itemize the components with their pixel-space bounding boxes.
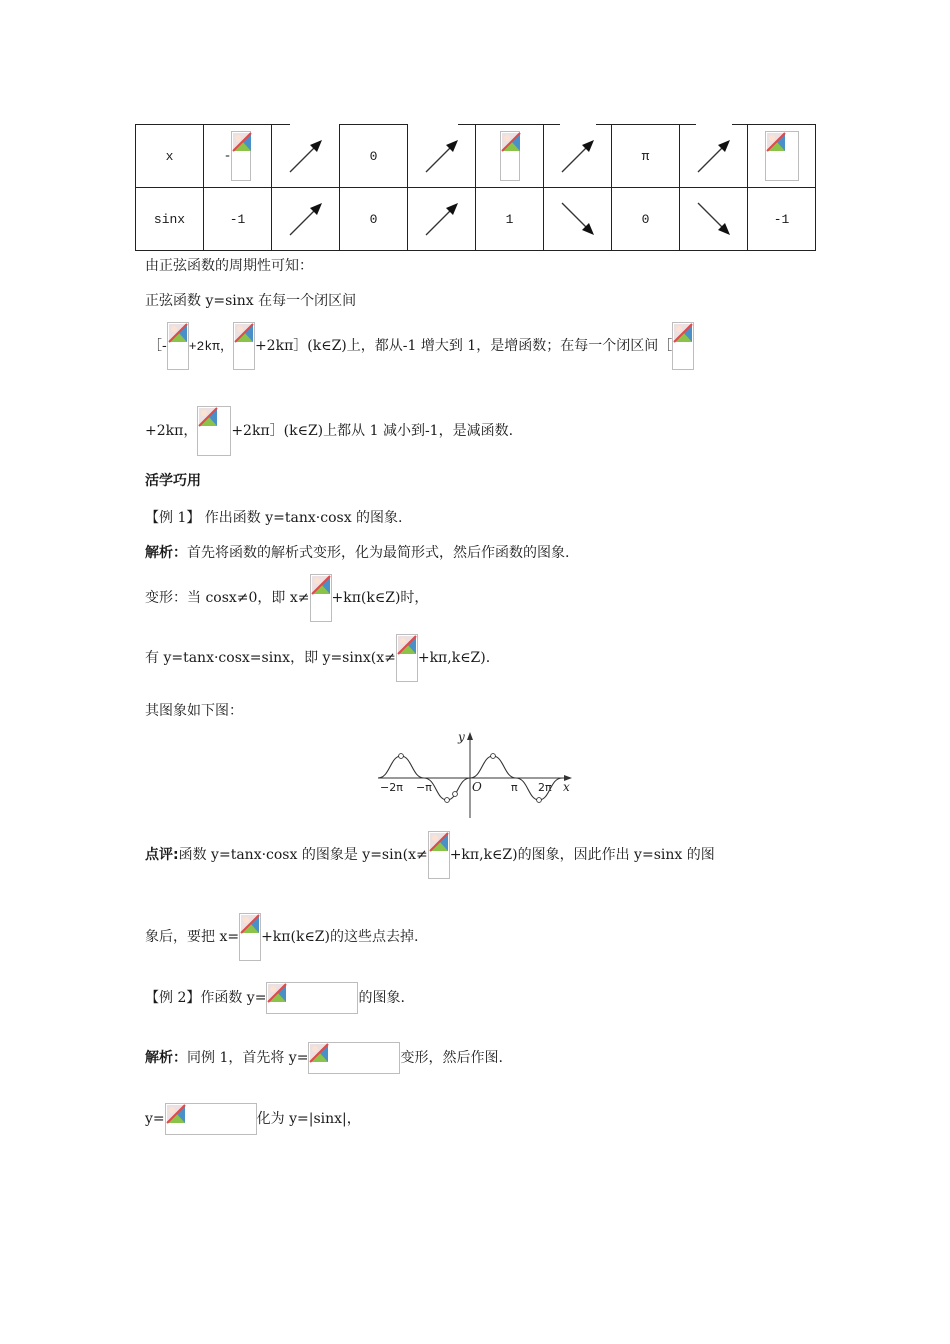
cell-sinx-8: -1 (748, 188, 816, 251)
arrow-up-right-icon (694, 136, 734, 176)
cell-x-arrow-7 (680, 125, 748, 188)
formula-image (239, 913, 261, 961)
arrow-up-right-icon (422, 136, 462, 176)
hole-point (537, 798, 542, 803)
formula-image (233, 322, 255, 370)
paragraph-increasing: ［- +2kπ， +2kπ］(k∈Z)上，都从-1 增大到 1，是增函数；在每一个闭区间［ (148, 322, 694, 370)
arrow-down-right-icon (558, 199, 598, 239)
table-row-x (136, 125, 816, 188)
cell-x-arrow-1 (272, 125, 340, 188)
cell-x-8 (748, 125, 816, 188)
broken-image-icon (198, 407, 218, 427)
tick-label-pi: π (511, 781, 518, 794)
y-axis-label: y (458, 730, 465, 744)
example2-step: y= 化为 y=|sinx|， (145, 1103, 361, 1135)
formula-image (765, 131, 799, 181)
formula-image (672, 322, 694, 370)
broken-image-icon (397, 635, 417, 655)
formula-image (310, 574, 332, 622)
cell-x-arrow-3 (408, 125, 476, 188)
tick-label-2pi: 2π (538, 781, 552, 794)
formula-image (266, 982, 358, 1014)
arrow-up-right-icon (422, 199, 462, 239)
tick-label-neg-pi: −π (416, 781, 432, 794)
section-title: 活学巧用 (145, 473, 201, 489)
cell-sinx-label: sinx (136, 188, 204, 251)
cell-x-4 (476, 125, 544, 188)
x-axis-label: x (563, 780, 570, 794)
arrow-up-right-icon (558, 136, 598, 176)
arrow-up-right-icon (286, 199, 326, 239)
cell-x-label: x (136, 125, 204, 188)
formula-image (428, 831, 450, 879)
broken-image-icon (429, 832, 449, 852)
table-row-sinx (136, 188, 816, 251)
graph-intro: 其图象如下图： (145, 703, 243, 719)
hole-point (453, 792, 458, 797)
tick-label-neg-2pi: −2π (380, 781, 403, 794)
broken-image-icon (168, 323, 188, 343)
sine-graph (376, 728, 576, 820)
cell-sinx-4: 1 (476, 188, 544, 251)
arrow-up-right-icon (286, 136, 326, 176)
broken-image-icon (166, 1104, 186, 1124)
hole-point (399, 754, 404, 759)
broken-image-icon (311, 575, 331, 595)
cell-sinx-arrow-1 (272, 188, 340, 251)
example1-comment-cont: 象后，要把 x= +kπ(k∈Z)的这些点去掉. (145, 913, 418, 961)
cell-sinx-arrow-5 (544, 188, 612, 251)
formula-image (396, 634, 418, 682)
formula-image (308, 1042, 400, 1074)
cell-sinx-2: 0 (340, 188, 408, 251)
example2-statement: 【例 2】作函数 y= 的图象. (145, 982, 405, 1014)
monotonicity-table (135, 124, 816, 251)
hole-point (491, 754, 496, 759)
example1-comment: 点评:函数 y=tanx·cosx 的图象是 y=sin(x≠ +kπ,k∈Z)的图象，因此作出 y=sinx 的图 (145, 831, 715, 879)
broken-image-icon (240, 914, 260, 934)
cell-x-arrow-5 (544, 125, 612, 188)
formula-image (167, 322, 189, 370)
cell-sinx-arrow-7 (680, 188, 748, 251)
paragraph-periodicity: 由正弦函数的周期性可知： (145, 258, 313, 274)
broken-image-icon (234, 323, 254, 343)
broken-image-icon (232, 132, 252, 152)
cell-sinx-6: 0 (612, 188, 680, 251)
example2-analysis: 解析：同例 1，首先将 y= 变形，然后作图. (145, 1042, 503, 1074)
cell-sinx-arrow-3 (408, 188, 476, 251)
cell-x-6: π (612, 125, 680, 188)
example1-analysis: 解析：首先将函数的解析式变形，化为最简形式，然后作函数的图象. (145, 545, 570, 561)
paragraph-interval-intro: 正弦函数 y=sinx 在每一个闭区间 (145, 293, 357, 309)
broken-image-icon (766, 132, 786, 152)
broken-image-icon (309, 1043, 329, 1063)
cell-sinx-0: -1 (204, 188, 272, 251)
broken-image-icon (673, 323, 693, 343)
paragraph-decreasing: +2kπ， +2kπ］(k∈Z)上都从 1 减小到-1，是减函数. (145, 406, 513, 456)
broken-image-icon (267, 983, 287, 1003)
y-axis-arrow (467, 732, 473, 740)
formula-image (197, 406, 231, 456)
example1-step1: 变形：当 cosx≠0，即 x≠ +kπ(k∈Z)时， (145, 574, 428, 622)
formula-image (500, 131, 520, 181)
cell-x-0: - (204, 125, 272, 188)
example1-statement: 【例 1】 作出函数 y=tanx·cosx 的图象. (145, 510, 403, 526)
origin-label: O (472, 780, 482, 794)
example1-step2: 有 y=tanx·cosx=sinx，即 y=sinx(x≠ +kπ,k∈Z). (145, 634, 490, 682)
broken-image-icon (501, 132, 521, 152)
cell-x-2: 0 (340, 125, 408, 188)
hole-point (445, 798, 450, 803)
formula-image (165, 1103, 257, 1135)
arrow-down-right-icon (694, 199, 734, 239)
formula-image (231, 131, 251, 181)
